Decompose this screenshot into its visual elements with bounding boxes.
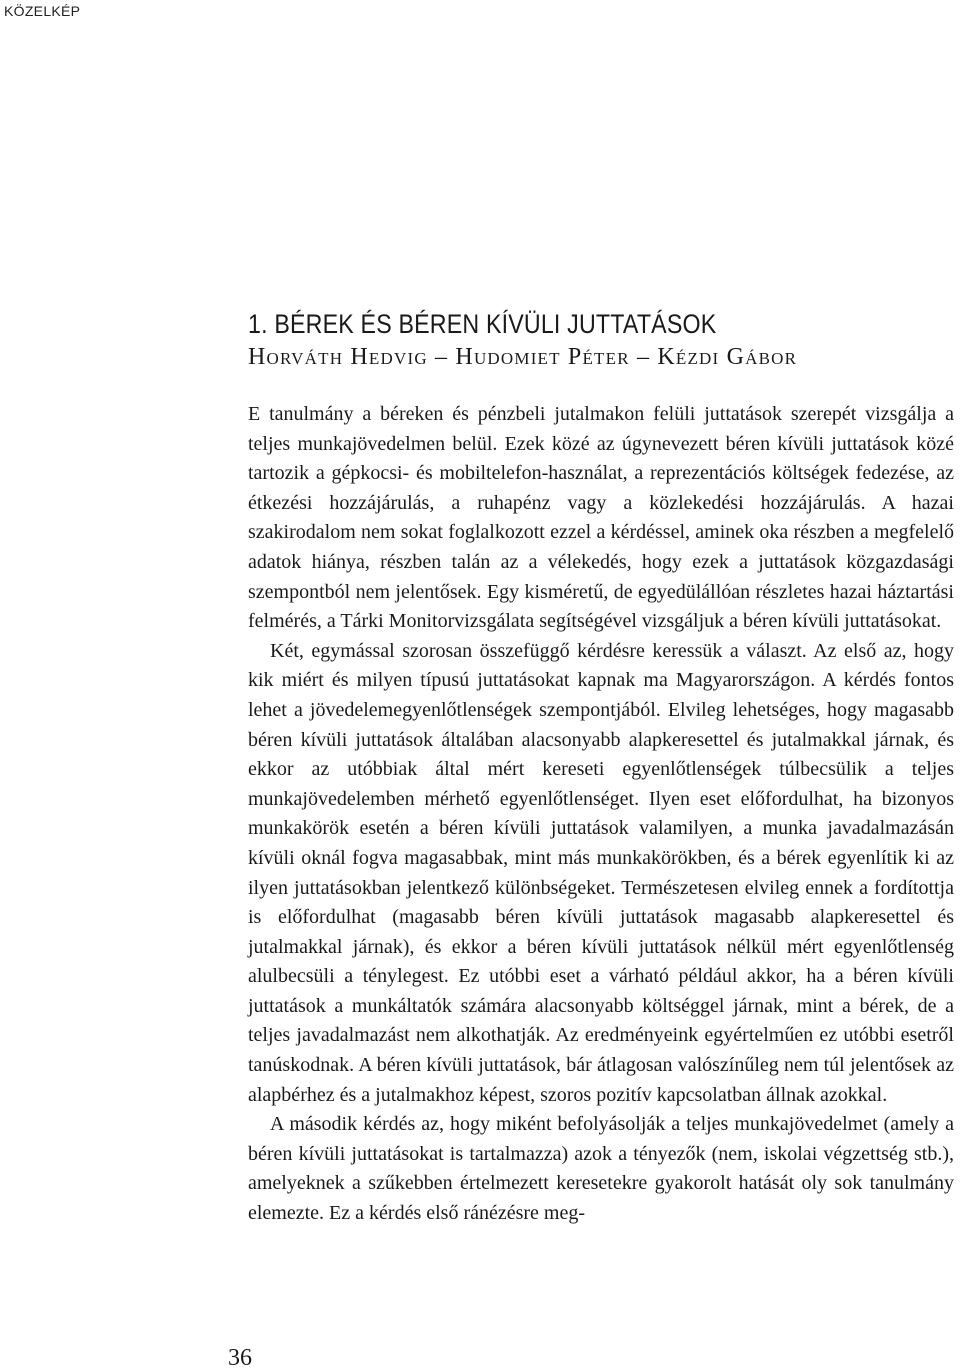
paragraph: A második kérdés az, hogy miként befolyásolják a teljes munkajövedelmet (amely a béren kívüli juttatásokat is tartalmazza) azok a tényezők (nem, iskolai végzettség stb.), amelyeknek a szűkebben értelmezett keresetekre gyakorolt hatását oly sok tanulmány elemezte. Ez a kérdés első ránézésre meg- xyxy=(248,1113,954,1225)
body-text xyxy=(248,400,954,1229)
paragraph: E tanulmány a béreken és pénzbeli jutalmakon felüli juttatások szerepét vizsgálja a teljes munkajövedelmen belül. Ezek közé az úgynevezett béren kívüli juttatások közé tartozik a gépkocsi- és mobiltelefon-használat, a reprezentációs költségek fedezése, az étkezési hozzájárulás, a ruhapénz vagy a közlekedési hozzájárulás. A hazai szakirodalom nem sokat foglalkozott ezzel a kérdéssel, aminek oka részben a megfelelő adatok hiánya, részben talán az a vélekedés, hogy ezek a juttatások közgazdasági szempontból nem jelentősek. Egy kisméretű, de egyedülállóan részletes hazai háztartási felmérés, a Tárki Monitorvizsgálata segítségével vizsgáljuk a béren kívüli juttatásokat. xyxy=(248,403,954,633)
chapter-section xyxy=(248,306,960,1229)
running-head: KÖZELKÉP xyxy=(4,3,81,19)
paragraph: Két, egymással szorosan összefüggő kérdésre keressük a választ. Az első az, hogy kik miért és milyen típusú juttatásokat kapnak ma Magyarországon. A kérdés fontos lehet a jövedelemegyenlőtlenségek szempontjából. Elvileg lehetséges, hogy magasabb béren kívüli juttatások általában alacsonyabb alapkeresettel és jutalmakkal járnak, és ekkor az utóbbiak által mért kereseti egyenlőtlenségek túlbecsülik a teljes munkajövedelemben mérhető egyenlőtlenséget. Ilyen eset előfordulhat, ha bizonyos munkakörök esetén a béren kívüli juttatások valamilyen, a munka javadalmazásán kívüli oknál fogva magasabbak, mint más munkakörökben, és a bérek egyenlítik ki az ilyen juttatásokban jelentkező különbségeket. Természetesen elvileg ennek a fordítottja is előfordulhat (magasabb béren kívüli juttatások magasabb alapkeresettel és jutalmakkal járnak), és ekkor a béren kívüli juttatások nélkül mért egyenlőtlenség alulbecsüli a ténylegest. Ez utóbbi eset a várható például akkor, ha a béren kívüli juttatások a munkáltatók számára alacsonyabb költséggel járnak, mint a bérek, de a teljes javadalmazást nem alkothatják. Az eredményeink egyértelműen ez utóbbi esetről tanúskodnak. A béren kívüli juttatások, bár átlagosan valószínűleg nem túl jelentősek az alapbérhez és a jutalmakhoz képest, szoros pozitív kapcsolatban állnak azokkal. xyxy=(248,639,954,1106)
chapter-title: 1. BÉREK ÉS BÉREN KÍVÜLI JUTTATÁSOK xyxy=(248,309,717,339)
page-number: 36 xyxy=(228,1345,252,1371)
chapter-authors: Horváth Hedvig – Hudomiet Péter – Kézdi Gábor xyxy=(248,344,798,370)
